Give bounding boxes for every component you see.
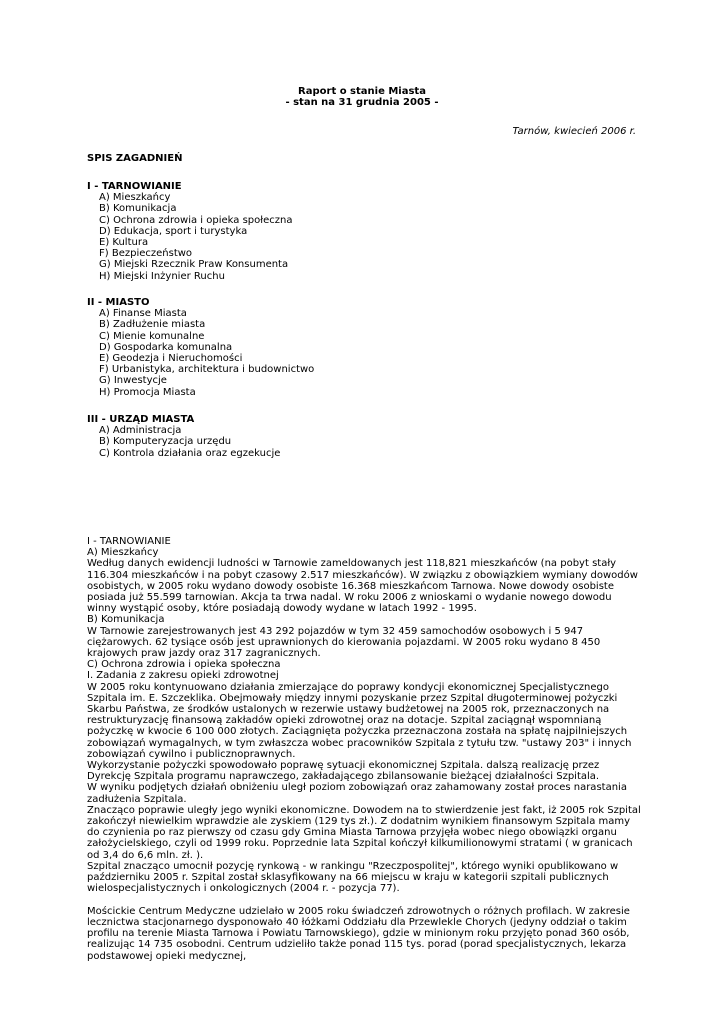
subsection-heading: C) Ochrona zdrowia i opieka społeczna — [87, 659, 281, 671]
toc-item: F) Urbanistyka, architektura i budownictwo — [99, 364, 315, 376]
toc-item: C) Ochrona zdrowia i opieka społeczna — [99, 214, 293, 226]
paragraph: Znacząco poprawie uległy jego wyniki ekonomiczne. Dowodem na to stwierdzenie jest fakt, iż 2005 rok Szpital zakończył niewielkim wprawdzie ale zyskiem (129 tys zł.). Z dodatnim wynikiem finansowym Szpitala mamy do czynienia po raz pierwszy od czasu gdy Gmina Miasta Tarnowa przyjęła wobec niego obowiązki organu założycielskiego, czyli od 1999 roku. Poprzednie lata Szpital kończył kilkumilionowymi stratami ( w granicach od 3,4 do 6,6 mln. zł. ). — [87, 804, 641, 861]
paragraph: W Tarnowie zarejestrowanych jest 43 292 pojazdów w tym 32 459 samochodów osobowych i 5 947 ciężarowych. 62 tysiące osób jest uprawnionych do kierowania pojazdami. W 2005 roku wydano 8 450 krajowych praw jazdy oraz 317 zagranicznych. — [87, 625, 601, 660]
toc-item: C) Mienie komunalne — [99, 330, 205, 342]
toc-item: G) Miejski Rzecznik Praw Konsumenta — [99, 259, 289, 271]
toc-item: H) Miejski Inżynier Ruchu — [99, 270, 225, 282]
toc-section — [87, 414, 280, 459]
toc-item: D) Gospodarka komunalna — [99, 341, 233, 353]
toc-item-list — [87, 308, 314, 398]
paragraph: Szpital znacząco umocnił pozycję rynkową - w rankingu "Rzeczpospolitej", którego wyniki opublikowano w październiku 2005 r. Szpital został sklasyfikowany na 66 miejscu w kraju w kategorii szpitali publicznych wielospecjalistycznych i onkologicznych (2004 r. - pozycja 77). — [87, 860, 619, 895]
toc-section-title: II - MIASTO — [87, 297, 150, 308]
title-line-2: - stan na 31 grudnia 2005 - — [285, 97, 439, 109]
toc-item-list — [87, 192, 292, 282]
toc-item: C) Kontrola działania oraz egzekucje — [99, 447, 281, 459]
toc-item: G) Inwestycje — [99, 375, 167, 387]
toc-item: B) Komunikacja — [99, 203, 177, 215]
toc-item: B) Zadłużenie miasta — [99, 319, 206, 331]
toc-item-list — [87, 425, 280, 459]
toc-item: E) Geodezja i Nieruchomości — [99, 352, 243, 364]
subsection-heading: A) Mieszkańcy — [87, 547, 159, 559]
toc-heading: SPIS ZAGADNIEŃ — [87, 153, 183, 164]
paragraph: W wyniku podjętych działań obniżeniu uległ poziom zobowiązań oraz zahamowany został proces narastania zadłużenia Szpitala. — [87, 782, 627, 805]
report-body — [87, 536, 643, 962]
place-date: Tarnów, kwiecień 2006 r. — [512, 126, 636, 137]
document-title — [0, 86, 724, 108]
toc-item: A) Mieszkańcy — [99, 192, 171, 204]
toc-item: B) Komputeryzacja urzędu — [99, 436, 232, 448]
toc-item: E) Kultura — [99, 236, 149, 248]
paragraph: Mościckie Centrum Medyczne udzielało w 2005 roku świadczeń zdrowotnych o różnych profilach. W zakresie lecznictwa stacjonarnego dysponowało 40 łóżkami Oddziału dla Przewlekle Chorych (jedyny oddział o takim profilu na terenie Miasta Tarnowa i Powiatu Tarnowskiego), gdzie w minionym roku przyjęto ponad 360 osób, realizując 14 735 osobodni. Centrum udzieliło także ponad 115 tys. porad (porad specjalistycznych, lekarza podstawowej opieki medycznej, — [87, 905, 630, 962]
subsection-heading: I. Zadania z zakresu opieki zdrowotnej — [87, 670, 279, 682]
paragraph: W 2005 roku kontynuowano działania zmierzające do poprawy kondycji ekonomicznej Specjalistycznego Szpitala im. E. Szczeklika. Obejmowały między innymi pozyskanie przez Szpital długoterminowej pożyczki Skarbu Państwa, ze środków ustalonych w rezerwie ustawy budżetowej na 2005 rok, przeznaczonych na restrukturyzację finansową zakładów opieki zdrowotnej oraz na dotacje. Szpital zaciągnął wspomnianą pożyczkę w kwocie 6 100 000 złotych. Zaciągnięta pożyczka przeznaczona została na spłatę najpilniejszych zobowiązań wymagalnych, w tym zwłaszcza wobec pracowników Szpitala z tytułu tzw. "ustawy 203" i innych zobowiązań cywilno i publicznoprawnych. — [87, 681, 632, 760]
section-heading: I - TARNOWIANIE — [87, 536, 171, 547]
toc-section — [87, 181, 292, 282]
toc-item: D) Edukacja, sport i turystyka — [99, 225, 248, 237]
subsection-heading: B) Komunikacja — [87, 614, 165, 626]
paragraph: Wykorzystanie pożyczki spowodowało poprawę sytuacji ekonomicznej Szpitala. dalszą realizację przez Dyrekcję Szpitala programu naprawczego, zakładającego zbilansowanie bieżącej działalności Szpitala. — [87, 760, 600, 783]
toc-item: A) Finanse Miasta — [99, 308, 187, 320]
blank-line — [87, 895, 643, 906]
toc-section-title: I - TARNOWIANIE — [87, 181, 182, 192]
title-line-1: Raport o stanie Miasta — [298, 86, 426, 97]
toc-section — [87, 297, 314, 398]
paragraph: Według danych ewidencji ludności w Tarnowie zameldowanych jest 118,821 mieszkańców (na pobyt stały 116.304 mieszkańców i na pobyt czasowy 2.517 mieszkańców). W związku z obowiązkiem wymiany dowodów osobistych, w 2005 roku wydano dowody osobiste 16.368 mieszkańcom Tarnowa. Nowe dowody osobiste posiada już 55.599 tarnowian. Akcja ta trwa nadal. W roku 2006 z wnioskami o wydanie nowego dowodu winny wystąpić osoby, które posiadają dowody wydane w latach 1992 - 1995. — [87, 558, 638, 615]
toc-item: A) Administracja — [99, 425, 182, 437]
toc-section-title: III - URZĄD MIASTA — [87, 414, 195, 425]
toc-item: F) Bezpieczeństwo — [99, 248, 193, 260]
toc-item: H) Promocja Miasta — [99, 386, 196, 398]
